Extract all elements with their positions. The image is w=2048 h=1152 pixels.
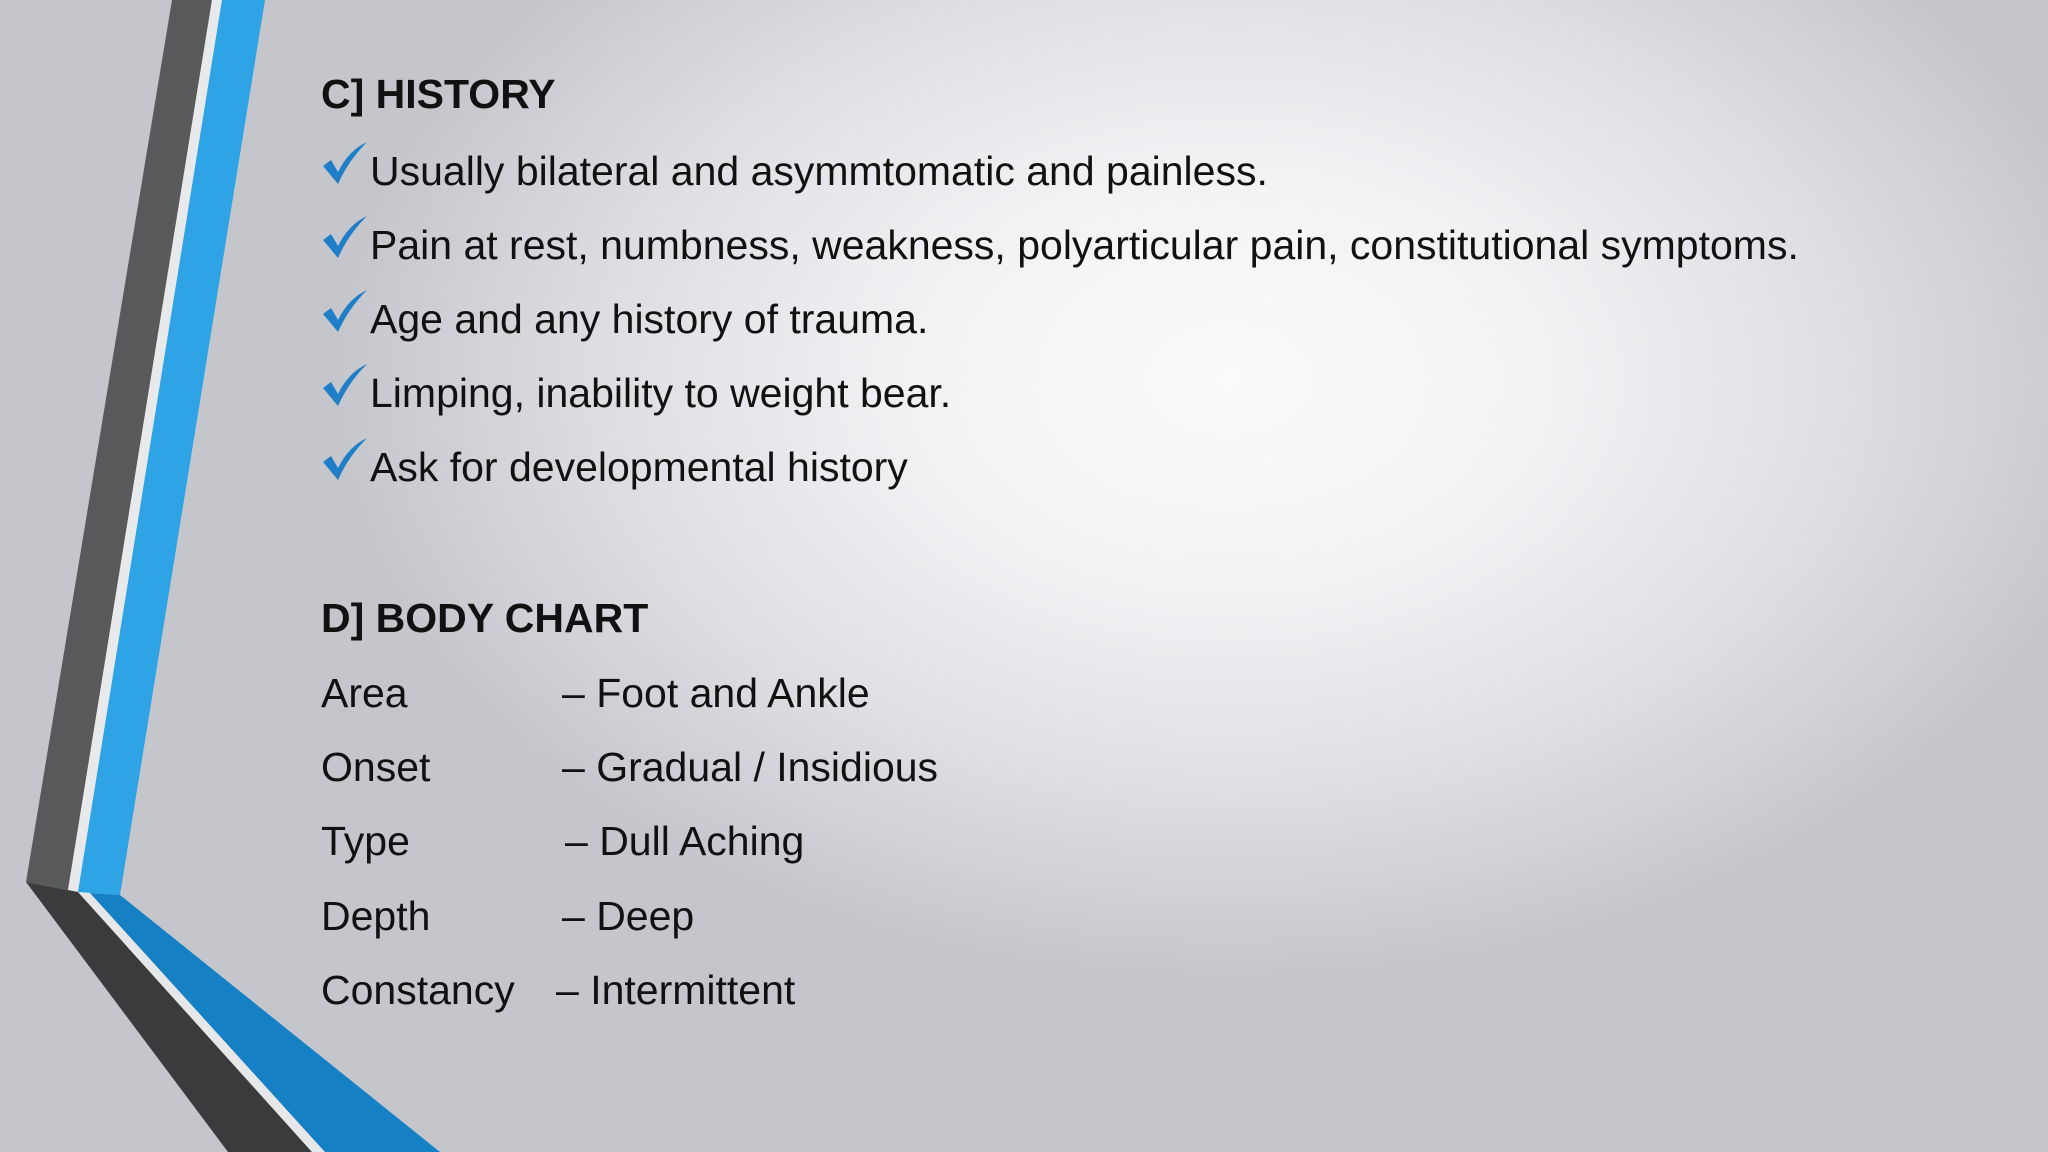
history-bullet-text: Age and any history of trauma. [370, 296, 929, 342]
blue-check-icon [321, 214, 369, 260]
body-chart-value: – Dull Aching [565, 818, 805, 864]
blue-check-icon [321, 436, 369, 482]
body-chart-value: – Gradual / Insidious [562, 744, 939, 790]
body-chart-label: Constancy [321, 967, 515, 1013]
history-bullet [321, 288, 1321, 348]
history-bullet-text: Usually bilateral and asymmtomatic and painless. [370, 148, 1268, 194]
blue-check-icon [321, 140, 369, 186]
body-chart-value: – Deep [562, 893, 695, 939]
body-chart-value: – Foot and Ankle [562, 670, 870, 716]
history-heading: C] HISTORY [321, 71, 556, 117]
history-bullet-text: Ask for developmental history [370, 444, 908, 490]
blue-check-icon [321, 362, 369, 408]
history-bullet [321, 214, 2021, 274]
body-chart-value: – Intermittent [556, 967, 796, 1013]
history-bullet-text: Pain at rest, numbness, weakness, polyarticular pain, constitutional symptoms. [370, 222, 1799, 268]
blue-check-icon [321, 288, 369, 334]
history-bullet [321, 140, 1721, 200]
body-chart-label: Area [321, 670, 408, 716]
history-bullet [321, 362, 1321, 422]
body-chart-heading: D] BODY CHART [321, 595, 649, 641]
history-bullet [321, 436, 1321, 496]
body-chart-label: Type [321, 818, 410, 864]
body-chart-label: Onset [321, 744, 431, 790]
history-bullet-text: Limping, inability to weight bear. [370, 370, 952, 416]
body-chart-label: Depth [321, 893, 431, 939]
